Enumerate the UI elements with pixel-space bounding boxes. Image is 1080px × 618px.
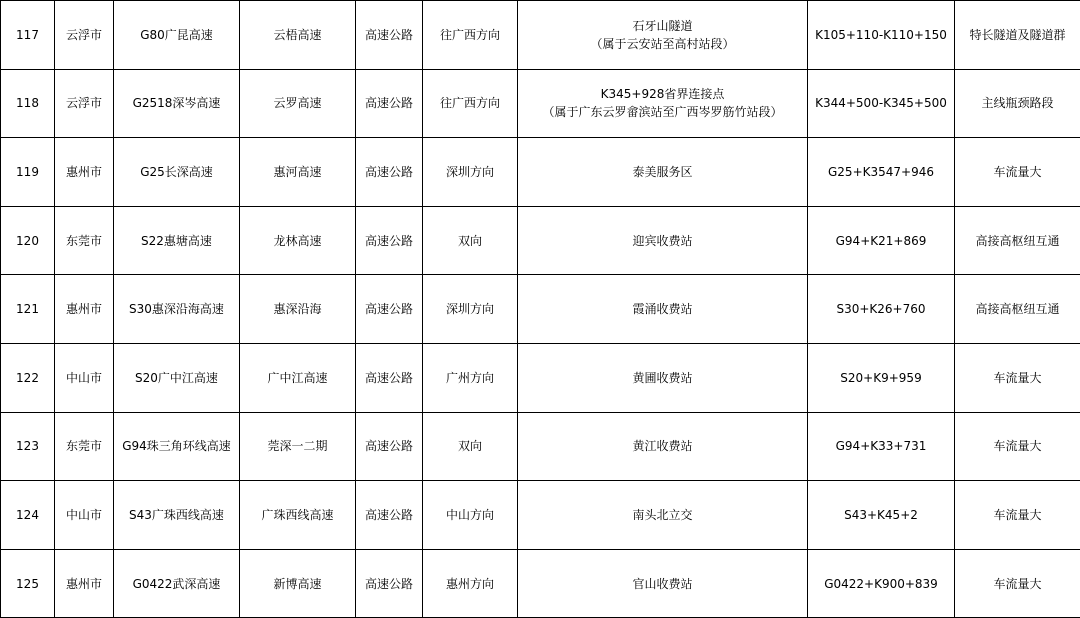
- reason-cell: 车流量大: [955, 481, 1080, 550]
- city-cell: 惠州市: [55, 549, 114, 618]
- road-section-cell: 莞深一二期: [240, 412, 356, 481]
- city-cell: 中山市: [55, 481, 114, 550]
- stake-number-cell: K344+500-K345+500: [808, 69, 955, 138]
- direction-cell: 深圳方向: [423, 275, 518, 344]
- table-row: [1, 412, 1080, 481]
- table-row: [1, 481, 1080, 550]
- direction-cell: 双向: [423, 206, 518, 275]
- road-section-cell: 惠河高速: [240, 138, 356, 207]
- row-number-cell: 125: [1, 549, 55, 618]
- row-number-cell: 121: [1, 275, 55, 344]
- row-number-cell: 124: [1, 481, 55, 550]
- direction-cell: 惠州方向: [423, 549, 518, 618]
- road-type-cell: 高速公路: [356, 275, 423, 344]
- row-number-cell: 123: [1, 412, 55, 481]
- road-section-cell: 新博高速: [240, 549, 356, 618]
- location-cell: [518, 275, 808, 344]
- direction-cell: 往广西方向: [423, 69, 518, 138]
- location-line: 黄江收费站: [632, 439, 693, 454]
- highway-name-cell: S20广中江高速: [114, 343, 240, 412]
- highway-name-cell: G94珠三角环线高速: [114, 412, 240, 481]
- direction-cell: 双向: [423, 412, 518, 481]
- table-row: [1, 1, 1080, 70]
- reason-cell: 车流量大: [955, 343, 1080, 412]
- location-line: K345+928省界连接点: [600, 87, 725, 102]
- location-cell: [518, 412, 808, 481]
- table-row: [1, 343, 1080, 412]
- stake-number-cell: G94+K21+869: [808, 206, 955, 275]
- road-section-cell: 广中江高速: [240, 343, 356, 412]
- reason-cell: 车流量大: [955, 412, 1080, 481]
- road-type-cell: 高速公路: [356, 412, 423, 481]
- row-number-cell: 119: [1, 138, 55, 207]
- direction-cell: 中山方向: [423, 481, 518, 550]
- reason-cell: 车流量大: [955, 549, 1080, 618]
- stake-number-cell: K105+110-K110+150: [808, 1, 955, 70]
- location-cell: [518, 69, 808, 138]
- row-number-cell: 120: [1, 206, 55, 275]
- row-number-cell: 118: [1, 69, 55, 138]
- highway-name-cell: G80广昆高速: [114, 1, 240, 70]
- location-cell: [518, 481, 808, 550]
- stake-number-cell: S43+K45+2: [808, 481, 955, 550]
- road-type-cell: 高速公路: [356, 343, 423, 412]
- highway-name-cell: S43广珠西线高速: [114, 481, 240, 550]
- city-cell: 惠州市: [55, 138, 114, 207]
- location-line: （属于云安站至高村站段）: [590, 36, 735, 51]
- location-line: 迎宾收费站: [632, 233, 693, 248]
- city-cell: 云浮市: [55, 69, 114, 138]
- road-type-cell: 高速公路: [356, 206, 423, 275]
- location-line: 黄圃收费站: [632, 370, 693, 385]
- row-number-cell: 122: [1, 343, 55, 412]
- location-line: 官山收费站: [632, 576, 693, 591]
- city-cell: 中山市: [55, 343, 114, 412]
- location-cell: [518, 343, 808, 412]
- city-cell: 东莞市: [55, 206, 114, 275]
- highway-name-cell: G0422武深高速: [114, 549, 240, 618]
- road-section-cell: 龙林高速: [240, 206, 356, 275]
- location-line: 霞涌收费站: [632, 302, 693, 317]
- stake-number-cell: G25+K3547+946: [808, 138, 955, 207]
- location-cell: [518, 138, 808, 207]
- stake-number-cell: S30+K26+760: [808, 275, 955, 344]
- road-type-cell: 高速公路: [356, 69, 423, 138]
- location-line: 石牙山隧道: [632, 18, 693, 33]
- reason-cell: 特长隧道及隧道群: [955, 1, 1080, 70]
- road-type-cell: 高速公路: [356, 481, 423, 550]
- city-cell: 东莞市: [55, 412, 114, 481]
- stake-number-cell: G0422+K900+839: [808, 549, 955, 618]
- city-cell: 惠州市: [55, 275, 114, 344]
- stake-number-cell: S20+K9+959: [808, 343, 955, 412]
- table-row: [1, 549, 1080, 618]
- highway-name-cell: S22惠塘高速: [114, 206, 240, 275]
- location-line: （属于广东云罗畲滨站至广西岑罗筋竹站段）: [542, 105, 783, 120]
- road-section-cell: 惠深沿海: [240, 275, 356, 344]
- reason-cell: 车流量大: [955, 138, 1080, 207]
- highway-name-cell: S30惠深沿海高速: [114, 275, 240, 344]
- direction-cell: 广州方向: [423, 343, 518, 412]
- road-section-cell: 云梧高速: [240, 1, 356, 70]
- row-number-cell: 117: [1, 1, 55, 70]
- road-type-cell: 高速公路: [356, 549, 423, 618]
- highway-name-cell: G2518深岑高速: [114, 69, 240, 138]
- road-type-cell: 高速公路: [356, 1, 423, 70]
- location-line: 泰美服务区: [632, 164, 693, 179]
- reason-cell: 主线瓶颈路段: [955, 69, 1080, 138]
- road-section-cell: 广珠西线高速: [240, 481, 356, 550]
- table-row: [1, 275, 1080, 344]
- location-cell: [518, 1, 808, 70]
- location-cell: [518, 549, 808, 618]
- stake-number-cell: G94+K33+731: [808, 412, 955, 481]
- reason-cell: 高接高枢纽互通: [955, 275, 1080, 344]
- table-row: [1, 69, 1080, 138]
- location-cell: [518, 206, 808, 275]
- road-type-cell: 高速公路: [356, 138, 423, 207]
- table-body: [1, 1, 1080, 618]
- road-section-cell: 云罗高速: [240, 69, 356, 138]
- reason-cell: 高接高枢纽互通: [955, 206, 1080, 275]
- location-line: 南头北立交: [632, 507, 693, 522]
- city-cell: 云浮市: [55, 1, 114, 70]
- highway-name-cell: G25长深高速: [114, 138, 240, 207]
- table-row: [1, 138, 1080, 207]
- direction-cell: 往广西方向: [423, 1, 518, 70]
- table-row: [1, 206, 1080, 275]
- direction-cell: 深圳方向: [423, 138, 518, 207]
